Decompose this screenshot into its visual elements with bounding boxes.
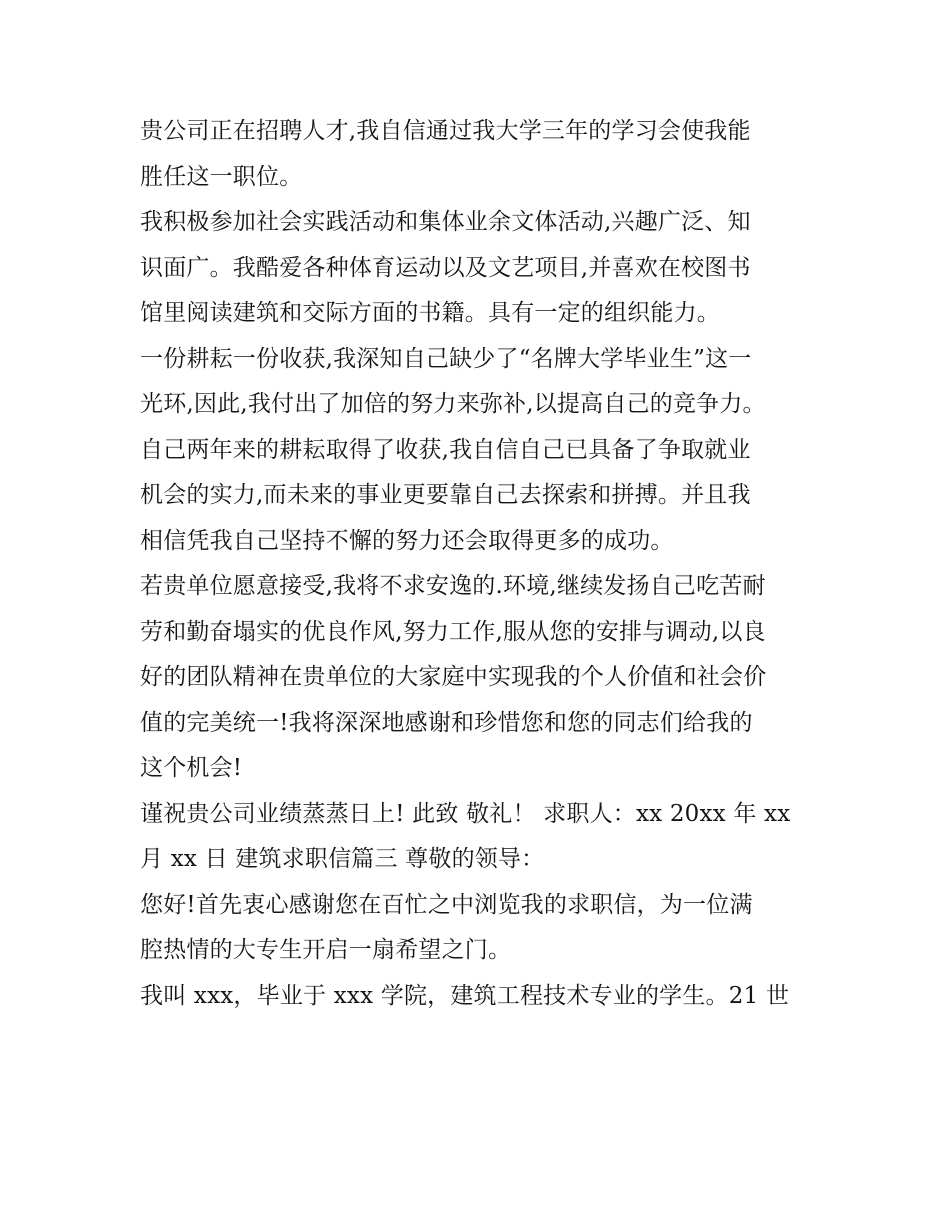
text-line: 劳和勤奋塌实的优良作风,努力工作,服从您的安排与调动,以良 [140,618,766,645]
text-line: 光环,因此,我付出了加倍的努力来弥补,以提高自己的竞争力。 [140,391,766,417]
paragraph-position [140,109,820,200]
text-line: 贵公司正在招聘人才,我自信通过我大学三年的学习会使我能 [140,118,751,144]
text-line: 这个机会! [140,755,243,781]
document-body [140,109,820,1019]
text-line: 馆里阅读建筑和交际方面的书籍。具有一定的组织能力。 [140,300,720,326]
text-line: 若贵单位愿意接受,我将不求安逸的.环境,继续发扬自己吃苦耐 [140,573,766,599]
paragraph-commitment [140,564,820,792]
text-line: 一份耕耘一份收获,我深知自己缺少了“名牌大学毕业生”这一 [140,345,752,372]
paragraph-closing [140,792,820,883]
paragraph-effort [140,337,820,428]
text-line: 月 xx 日 建筑求职信篇三 尊敬的领导： [140,846,545,872]
text-line: 谨祝贵公司业绩蒸蒸日上! 此致 敬礼！ 求职人：xx 20xx 年 xx [140,800,791,827]
paragraph-harvest [140,428,820,565]
paragraph-greeting [140,883,820,974]
text-line: 好的团队精神在贵单位的大家庭中实现我的个人价值和社会价 [140,664,767,690]
text-line: 腔热情的大专生开启一扇希望之门。 [140,937,512,963]
text-line: 自己两年来的耕耘取得了收获,我自信自己已具备了争取就业 [140,436,751,463]
paragraph-introduction [140,974,820,1020]
text-line: 机会的实力,而未来的事业更要靠自己去探索和拼搏。并且我 [140,482,751,508]
text-line: 识面广。我酷爱各种体育运动以及文艺项目,并喜欢在校图书 [140,254,751,281]
text-line: 相信凭我自己坚持不懈的努力还会取得更多的成功。 [140,527,674,554]
paragraph-activities [140,200,820,337]
text-line: 您好!首先衷心感谢您在百忙之中浏览我的求职信，为一位满 [140,891,753,918]
text-line: 我叫 xxx，毕业于 xxx 学院，建筑工程技术专业的学生。21 世 [140,982,790,1009]
text-line: 我积极参加社会实践活动和集体业余文体活动,兴趣广泛、知 [140,209,751,235]
text-line: 值的完美统一!我将深深地感谢和珍惜您和您的同志们给我的 [140,709,753,736]
text-line: 胜任这一职位。 [140,163,303,190]
